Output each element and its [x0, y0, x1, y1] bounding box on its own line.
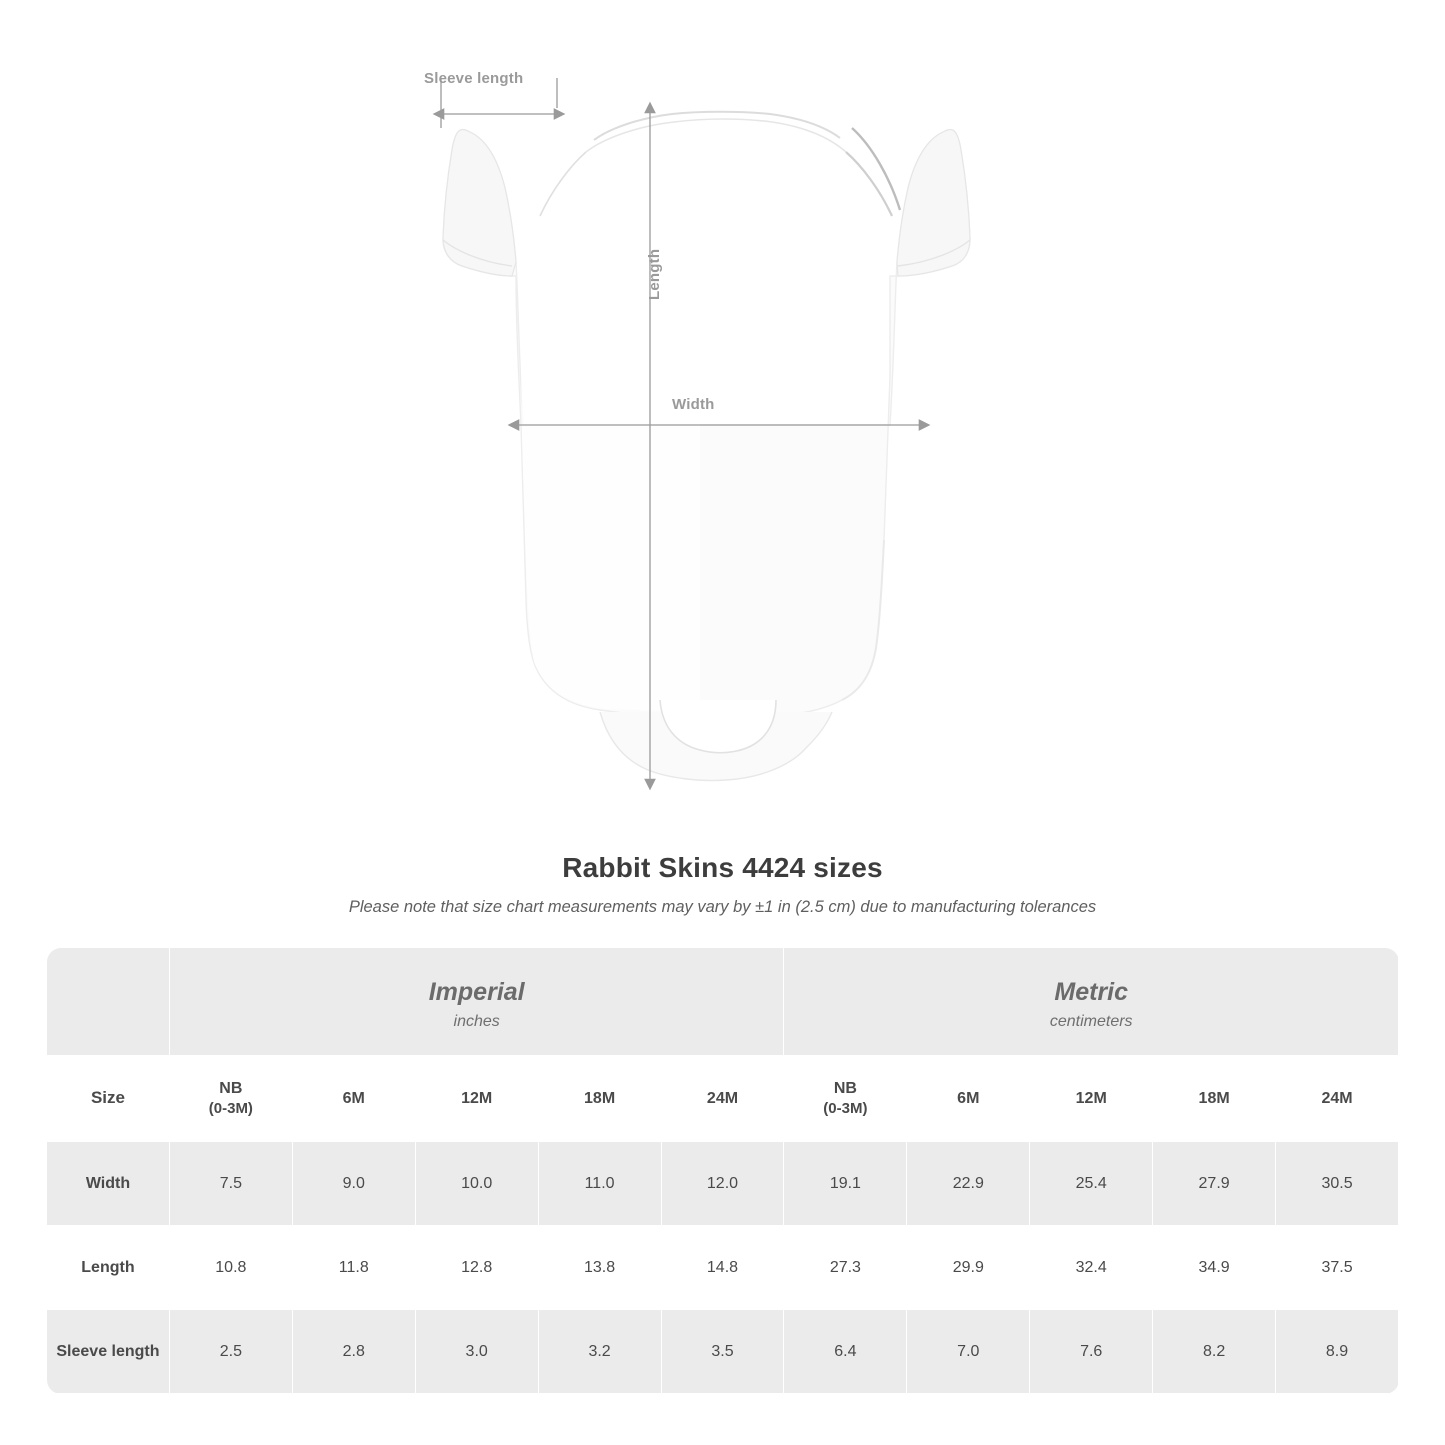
- cell-length-18m-in: 13.8: [538, 1226, 661, 1310]
- cell-length-12m-in: 12.8: [415, 1226, 538, 1310]
- cell-length-nb-cm: 27.3: [784, 1226, 907, 1310]
- cell-sleeve-24m-in: 3.5: [661, 1310, 784, 1394]
- row-label-length: Length: [47, 1226, 170, 1310]
- cell-sleeve-6m-cm: 7.0: [907, 1310, 1030, 1394]
- cell-width-12m-in: 10.0: [415, 1142, 538, 1226]
- column-header-nb-imperial: [169, 1056, 292, 1142]
- column-header-label: 24M: [1321, 1089, 1353, 1107]
- column-header-label: 18M: [584, 1089, 616, 1107]
- imperial-sub-label: inches: [453, 1013, 500, 1031]
- chart-header: [0, 852, 1445, 917]
- column-header-label: 12M: [1075, 1089, 1107, 1107]
- cell-sleeve-nb-in: 2.5: [169, 1310, 292, 1394]
- column-header-18m-metric: [1153, 1056, 1276, 1142]
- cell-width-nb-cm: 19.1: [784, 1142, 907, 1226]
- metric-label: Metric: [1054, 977, 1129, 1006]
- column-header-label: 6M: [342, 1089, 365, 1107]
- cell-width-24m-in: 12.0: [661, 1142, 784, 1226]
- sleeve-length-label: Sleeve length: [424, 70, 524, 87]
- metric-sub-label: centimeters: [1049, 1013, 1133, 1031]
- column-header-6m-metric: [907, 1056, 1030, 1142]
- column-header-24m-metric: [1276, 1056, 1399, 1142]
- cell-width-6m-in: 9.0: [292, 1142, 415, 1226]
- column-header-label: NB: [833, 1079, 857, 1097]
- imperial-unit-cell: [169, 948, 784, 1056]
- column-header-24m-imperial: [661, 1056, 784, 1142]
- cell-sleeve-6m-in: 2.8: [292, 1310, 415, 1394]
- cell-width-18m-in: 11.0: [538, 1142, 661, 1226]
- cell-sleeve-12m-cm: 7.6: [1030, 1310, 1153, 1394]
- cell-sleeve-18m-in: 3.2: [538, 1310, 661, 1394]
- column-header-label: NB: [219, 1079, 243, 1097]
- cell-length-6m-cm: 29.9: [907, 1226, 1030, 1310]
- column-header-18m-imperial: [538, 1056, 661, 1142]
- cell-length-18m-cm: 34.9: [1153, 1226, 1276, 1310]
- bodysuit-shape: [443, 112, 970, 781]
- column-header-sub: (0-3M): [208, 1100, 253, 1118]
- cell-width-24m-cm: 30.5: [1276, 1142, 1399, 1226]
- length-label: Length: [646, 248, 663, 300]
- row-label-sleeve-length: Sleeve length: [47, 1310, 170, 1394]
- cell-width-12m-cm: 25.4: [1030, 1142, 1153, 1226]
- cell-length-6m-in: 11.8: [292, 1226, 415, 1310]
- cell-length-12m-cm: 32.4: [1030, 1226, 1153, 1310]
- cell-sleeve-24m-cm: 8.9: [1276, 1310, 1399, 1394]
- column-header-label: 24M: [706, 1089, 739, 1107]
- column-header-nb-metric: [784, 1056, 907, 1142]
- column-header-sub: (0-3M): [823, 1100, 868, 1118]
- cell-sleeve-12m-in: 3.0: [415, 1310, 538, 1394]
- column-header-6m-imperial: [292, 1056, 415, 1142]
- cell-length-24m-in: 14.8: [661, 1226, 784, 1310]
- column-header-12m-metric: [1030, 1056, 1153, 1142]
- cell-sleeve-nb-cm: 6.4: [784, 1310, 907, 1394]
- metric-unit-cell: [784, 948, 1399, 1056]
- cell-length-24m-cm: 37.5: [1276, 1226, 1399, 1310]
- cell-width-6m-cm: 22.9: [907, 1142, 1030, 1226]
- table-row: [47, 1226, 1399, 1310]
- width-label: Width: [672, 396, 715, 413]
- table-row: [47, 1142, 1399, 1226]
- row-label-width: Width: [47, 1142, 170, 1226]
- page-title: Rabbit Skins 4424 sizes: [562, 852, 883, 883]
- table-row: [47, 1310, 1399, 1394]
- column-header-12m-imperial: [415, 1056, 538, 1142]
- size-corner-label: Size: [47, 1056, 170, 1142]
- unit-corner-cell: [47, 948, 170, 1056]
- cell-width-18m-cm: 27.9: [1153, 1142, 1276, 1226]
- column-header-label: 6M: [957, 1089, 980, 1107]
- cell-width-nb-in: 7.5: [169, 1142, 292, 1226]
- cell-sleeve-18m-cm: 8.2: [1153, 1310, 1276, 1394]
- unit-header-row: [47, 948, 1399, 1056]
- column-header-label: 12M: [461, 1089, 493, 1107]
- size-header-row: [47, 1056, 1399, 1142]
- tolerance-note: Please note that size chart measurements may vary by ±1 in (2.5 cm) due to manufacturing tolerances: [348, 898, 1097, 916]
- size-chart-table: [46, 947, 1399, 1394]
- column-header-label: 18M: [1198, 1089, 1230, 1107]
- imperial-label: Imperial: [428, 977, 525, 1006]
- cell-length-nb-in: 10.8: [169, 1226, 292, 1310]
